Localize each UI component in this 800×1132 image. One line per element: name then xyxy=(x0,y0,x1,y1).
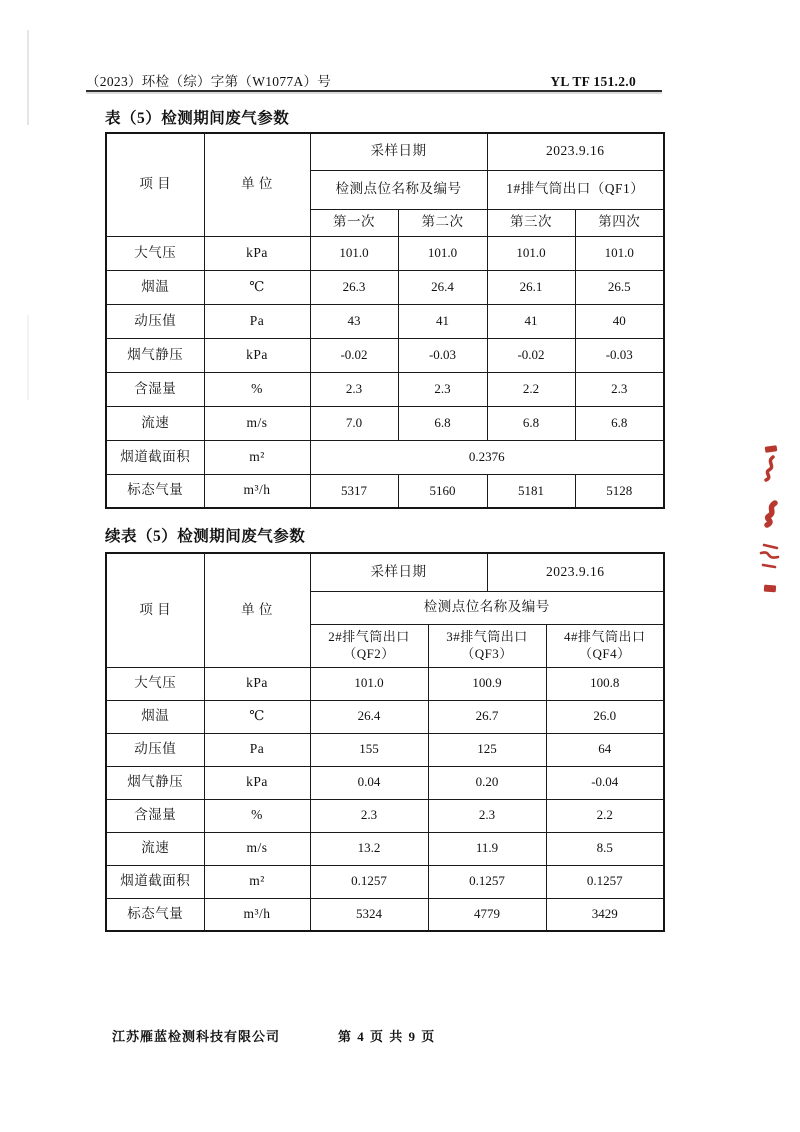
item-cell: 含湿量 xyxy=(106,372,204,406)
value-cell: 2.3 xyxy=(428,799,546,832)
value-cell: 6.8 xyxy=(487,406,575,440)
value-cell: 125 xyxy=(428,733,546,766)
run-header-cell: 第四次 xyxy=(575,209,664,236)
sample-date-label-cell: 采样日期 xyxy=(310,553,487,591)
point-code: （QF4） xyxy=(578,645,631,661)
unit-cell: % xyxy=(204,372,310,406)
value-cell: 40 xyxy=(575,304,664,338)
unit-cell: m³/h xyxy=(204,474,310,508)
point-name: 2#排气筒出口 xyxy=(328,628,410,644)
value-cell: 6.8 xyxy=(398,406,487,440)
document-code: YL TF 151.2.0 xyxy=(550,74,636,89)
table-row xyxy=(106,898,664,931)
unit-cell: Pa xyxy=(204,304,310,338)
point-value-cell xyxy=(310,624,428,667)
value-cell: 2.2 xyxy=(546,799,664,832)
unit-cell: Pa xyxy=(204,733,310,766)
value-cell: 26.0 xyxy=(546,700,664,733)
item-cell: 烟气静压 xyxy=(106,766,204,799)
value-cell: 100.8 xyxy=(546,667,664,700)
value-cell: 101.0 xyxy=(575,236,664,270)
value-cell: 5181 xyxy=(487,474,575,508)
table-row xyxy=(106,372,664,406)
table-row xyxy=(106,667,664,700)
value-cell: 64 xyxy=(546,733,664,766)
unit-cell: m/s xyxy=(204,832,310,865)
value-cell: 5324 xyxy=(310,898,428,931)
item-cell: 含湿量 xyxy=(106,799,204,832)
value-cell: 0.1257 xyxy=(310,865,428,898)
table-row xyxy=(106,799,664,832)
value-cell: 26.1 xyxy=(487,270,575,304)
value-cell: 2.3 xyxy=(398,372,487,406)
run-header-cell: 第三次 xyxy=(487,209,575,236)
item-cell: 烟温 xyxy=(106,700,204,733)
value-cell: -0.04 xyxy=(546,766,664,799)
unit-cell: kPa xyxy=(204,338,310,372)
value-cell: 101.0 xyxy=(310,667,428,700)
item-cell: 动压值 xyxy=(106,733,204,766)
value-cell: 101.0 xyxy=(310,236,398,270)
value-cell: 5160 xyxy=(398,474,487,508)
value-cell: 13.2 xyxy=(310,832,428,865)
value-cell-merged: 0.2376 xyxy=(310,440,664,474)
point-value-cell xyxy=(546,624,664,667)
value-cell: 7.0 xyxy=(310,406,398,440)
item-header-cell: 项 目 xyxy=(106,133,204,236)
value-cell: -0.03 xyxy=(398,338,487,372)
value-cell: 0.20 xyxy=(428,766,546,799)
waste-gas-parameters-table-2 xyxy=(105,552,665,932)
item-header-cell: 项 目 xyxy=(106,553,204,667)
item-cell: 流速 xyxy=(106,406,204,440)
point-label-cell: 检测点位名称及编号 xyxy=(310,170,487,209)
value-cell: 5317 xyxy=(310,474,398,508)
item-cell: 烟道截面积 xyxy=(106,440,204,474)
run-header-cell: 第一次 xyxy=(310,209,398,236)
unit-cell: m² xyxy=(204,865,310,898)
seal-stroke xyxy=(766,457,773,480)
document-number: （2023）环检（综）字第（W1077A）号 xyxy=(86,74,332,89)
footer-company: 江苏雁蓝检测科技有限公司 xyxy=(112,1029,281,1044)
seal-stroke xyxy=(763,565,775,567)
table-row xyxy=(106,832,664,865)
unit-header-cell: 单 位 xyxy=(204,553,310,667)
unit-cell: m/s xyxy=(204,406,310,440)
value-cell: 0.1257 xyxy=(428,865,546,898)
value-cell: 26.7 xyxy=(428,700,546,733)
value-cell: 43 xyxy=(310,304,398,338)
value-cell: 8.5 xyxy=(546,832,664,865)
unit-cell: kPa xyxy=(204,766,310,799)
table-row xyxy=(106,236,664,270)
unit-cell: kPa xyxy=(204,236,310,270)
unit-cell: % xyxy=(204,799,310,832)
table-row xyxy=(106,440,664,474)
point-code: （QF2） xyxy=(343,645,395,661)
item-cell: 大气压 xyxy=(106,236,204,270)
table-row xyxy=(106,474,664,508)
value-cell: 2.3 xyxy=(575,372,664,406)
value-cell: 26.5 xyxy=(575,270,664,304)
scan-fold-line xyxy=(27,30,29,125)
seal-stroke xyxy=(767,503,775,525)
unit-cell: kPa xyxy=(204,667,310,700)
value-cell: 100.9 xyxy=(428,667,546,700)
unit-cell: ℃ xyxy=(204,700,310,733)
point-value-cell: 1#排气筒出口（QF1） xyxy=(487,170,664,209)
seal-stroke xyxy=(764,585,776,593)
header-rule xyxy=(86,90,662,92)
value-cell: -0.02 xyxy=(310,338,398,372)
table-row xyxy=(106,865,664,898)
unit-header-cell: 单 位 xyxy=(204,133,310,236)
value-cell: 4779 xyxy=(428,898,546,931)
waste-gas-parameters-table-1 xyxy=(105,132,665,509)
table-row xyxy=(106,133,664,170)
unit-cell: m³/h xyxy=(204,898,310,931)
item-cell: 流速 xyxy=(106,832,204,865)
table-row xyxy=(106,338,664,372)
value-cell: 2.3 xyxy=(310,372,398,406)
sample-date-label-cell: 采样日期 xyxy=(310,133,487,170)
item-cell: 烟温 xyxy=(106,270,204,304)
point-label-cell: 检测点位名称及编号 xyxy=(310,591,664,624)
table-row xyxy=(106,700,664,733)
page-header xyxy=(86,70,662,90)
value-cell: 101.0 xyxy=(487,236,575,270)
table-row xyxy=(106,553,664,591)
footer-page-number: 第 4 页 共 9 页 xyxy=(338,1029,436,1044)
item-cell: 烟气静压 xyxy=(106,338,204,372)
table-row xyxy=(106,766,664,799)
value-cell: 0.1257 xyxy=(546,865,664,898)
item-cell: 标态气量 xyxy=(106,898,204,931)
table1-title: 表（5）检测期间废气参数 xyxy=(105,110,290,127)
table2-title: 续表（5）检测期间废气参数 xyxy=(105,528,306,545)
value-cell: 2.2 xyxy=(487,372,575,406)
value-cell: 2.3 xyxy=(310,799,428,832)
value-cell: 11.9 xyxy=(428,832,546,865)
sample-date-value-cell: 2023.9.16 xyxy=(487,133,664,170)
seal-stroke xyxy=(765,445,778,453)
value-cell: 5128 xyxy=(575,474,664,508)
table-row xyxy=(106,270,664,304)
value-cell: 26.4 xyxy=(310,700,428,733)
value-cell: 41 xyxy=(487,304,575,338)
sample-date-value-cell: 2023.9.16 xyxy=(487,553,664,591)
item-cell: 动压值 xyxy=(106,304,204,338)
value-cell: 155 xyxy=(310,733,428,766)
value-cell: -0.03 xyxy=(575,338,664,372)
item-cell: 大气压 xyxy=(106,667,204,700)
table-row xyxy=(106,733,664,766)
item-cell: 标态气量 xyxy=(106,474,204,508)
item-cell: 烟道截面积 xyxy=(106,865,204,898)
point-value-cell xyxy=(428,624,546,667)
value-cell: 26.4 xyxy=(398,270,487,304)
scan-fold-line xyxy=(27,315,29,400)
red-seal-marks xyxy=(752,438,788,600)
unit-cell: m² xyxy=(204,440,310,474)
seal-stroke xyxy=(764,545,777,548)
unit-cell: ℃ xyxy=(204,270,310,304)
value-cell: 101.0 xyxy=(398,236,487,270)
run-header-cell: 第二次 xyxy=(398,209,487,236)
table-row xyxy=(106,304,664,338)
value-cell: 41 xyxy=(398,304,487,338)
point-name: 4#排气筒出口 xyxy=(564,628,646,644)
value-cell: 3429 xyxy=(546,898,664,931)
value-cell: 0.04 xyxy=(310,766,428,799)
table-row xyxy=(106,406,664,440)
point-code: （QF3） xyxy=(461,645,513,661)
value-cell: -0.02 xyxy=(487,338,575,372)
value-cell: 6.8 xyxy=(575,406,664,440)
seal-stroke xyxy=(761,552,778,557)
point-name: 3#排气筒出口 xyxy=(446,628,528,644)
value-cell: 26.3 xyxy=(310,270,398,304)
